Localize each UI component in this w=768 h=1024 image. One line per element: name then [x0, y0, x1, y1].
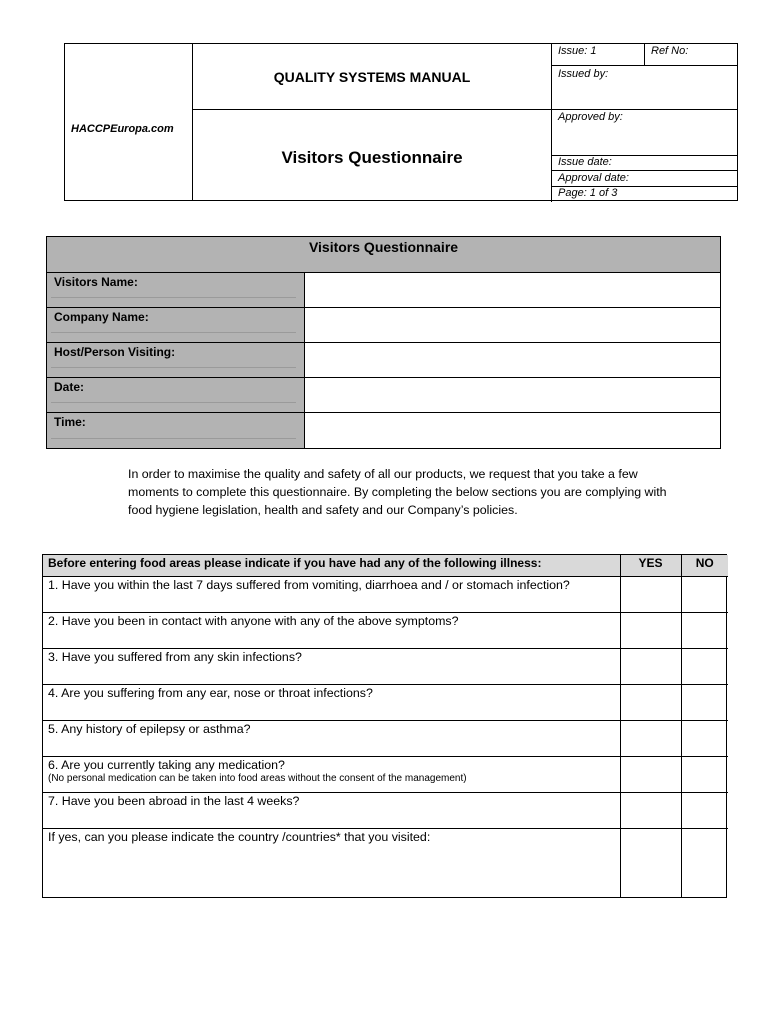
- no-checkbox-cell[interactable]: [681, 649, 728, 685]
- question-note: (No personal medication can be taken into food areas without the consent of the management): [48, 773, 467, 784]
- no-checkbox-cell[interactable]: [681, 613, 728, 649]
- yes-column-header: YES: [620, 555, 681, 577]
- table-row: [43, 721, 728, 757]
- document-meta: [552, 44, 738, 200]
- no-column-header: NO: [681, 555, 728, 577]
- page-number: Page: 1 of 3: [558, 187, 618, 199]
- visitor-name-row: [47, 273, 720, 308]
- host-label: Host/Person Visiting:: [47, 343, 305, 377]
- no-checkbox-cell[interactable]: [681, 577, 728, 613]
- no-checkbox-cell[interactable]: [681, 757, 728, 793]
- question-text: 2. Have you been in contact with anyone with any of the above symptoms?: [43, 613, 620, 649]
- ref-number: Ref No:: [645, 44, 738, 66]
- document-title: Visitors Questionnaire: [193, 110, 552, 202]
- host-row: [47, 343, 720, 378]
- company-name-label: Company Name:: [47, 308, 305, 342]
- yes-checkbox-cell[interactable]: [620, 721, 681, 757]
- company-logo-text: HACCPEuropa.com: [71, 123, 174, 135]
- countries-visited-field[interactable]: If yes, can you please indicate the country /countries* that you visited:: [43, 829, 620, 898]
- approved-by: Approved by:: [552, 110, 738, 156]
- no-checkbox-cell[interactable]: [681, 721, 728, 757]
- yes-checkbox-cell[interactable]: [620, 649, 681, 685]
- host-field[interactable]: [305, 343, 720, 377]
- table-row: [43, 613, 728, 649]
- question-text: 7. Have you been abroad in the last 4 weeks?: [43, 793, 620, 829]
- yes-checkbox-cell[interactable]: [620, 577, 681, 613]
- table-row: [43, 649, 728, 685]
- visitor-details-table: [46, 236, 721, 449]
- issue-number: Issue: 1: [552, 44, 645, 66]
- yes-checkbox-cell[interactable]: [620, 613, 681, 649]
- logo-cell: [65, 44, 193, 200]
- no-checkbox-cell[interactable]: [681, 793, 728, 829]
- time-field[interactable]: [305, 413, 720, 448]
- table-row: [43, 685, 728, 721]
- no-checkbox-cell[interactable]: [681, 685, 728, 721]
- question-text: 5. Any history of epilepsy or asthma?: [43, 721, 620, 757]
- yes-checkbox-cell[interactable]: [620, 757, 681, 793]
- table-row: [43, 793, 728, 829]
- no-checkbox-cell[interactable]: [681, 829, 728, 898]
- illness-header-text: Before entering food areas please indicate if you have had any of the following illness:: [43, 555, 620, 577]
- yes-checkbox-cell[interactable]: [620, 829, 681, 898]
- question-cell: [43, 757, 620, 793]
- date-field[interactable]: [305, 378, 720, 412]
- question-text: 6. Are you currently taking any medication?: [48, 758, 285, 772]
- table-row: [43, 829, 728, 898]
- issued-by: Issued by:: [552, 66, 738, 110]
- approval-date: Approval date:: [552, 171, 738, 187]
- visitor-table-title: Visitors Questionnaire: [47, 237, 720, 273]
- question-text: 3. Have you suffered from any skin infections?: [43, 649, 620, 685]
- time-row: [47, 413, 720, 448]
- document-header: [64, 43, 738, 201]
- manual-title: QUALITY SYSTEMS MANUAL: [193, 44, 552, 110]
- illness-table-header: [43, 555, 728, 577]
- intro-paragraph: In order to maximise the quality and safety of all our products, we request that you take a few moments to complete this questionnaire. By completing the below sections you are complying with food hygiene legislation, health and safety and our Company’s policies.: [128, 467, 667, 517]
- visitor-name-field[interactable]: [305, 273, 720, 307]
- time-label: Time:: [47, 413, 305, 448]
- yes-checkbox-cell[interactable]: [620, 793, 681, 829]
- company-name-field[interactable]: [305, 308, 720, 342]
- table-row: [43, 577, 728, 613]
- illness-questionnaire-table: [42, 554, 727, 898]
- question-text: 1. Have you within the last 7 days suffered from vomiting, diarrhoea and / or stomach infection?: [43, 577, 620, 613]
- question-text: 4. Are you suffering from any ear, nose or throat infections?: [43, 685, 620, 721]
- visitor-name-label: Visitors Name:: [47, 273, 305, 307]
- issue-date: Issue date:: [552, 156, 738, 171]
- yes-checkbox-cell[interactable]: [620, 685, 681, 721]
- date-row: [47, 378, 720, 413]
- table-row: [43, 757, 728, 793]
- date-label: Date:: [47, 378, 305, 412]
- company-name-row: [47, 308, 720, 343]
